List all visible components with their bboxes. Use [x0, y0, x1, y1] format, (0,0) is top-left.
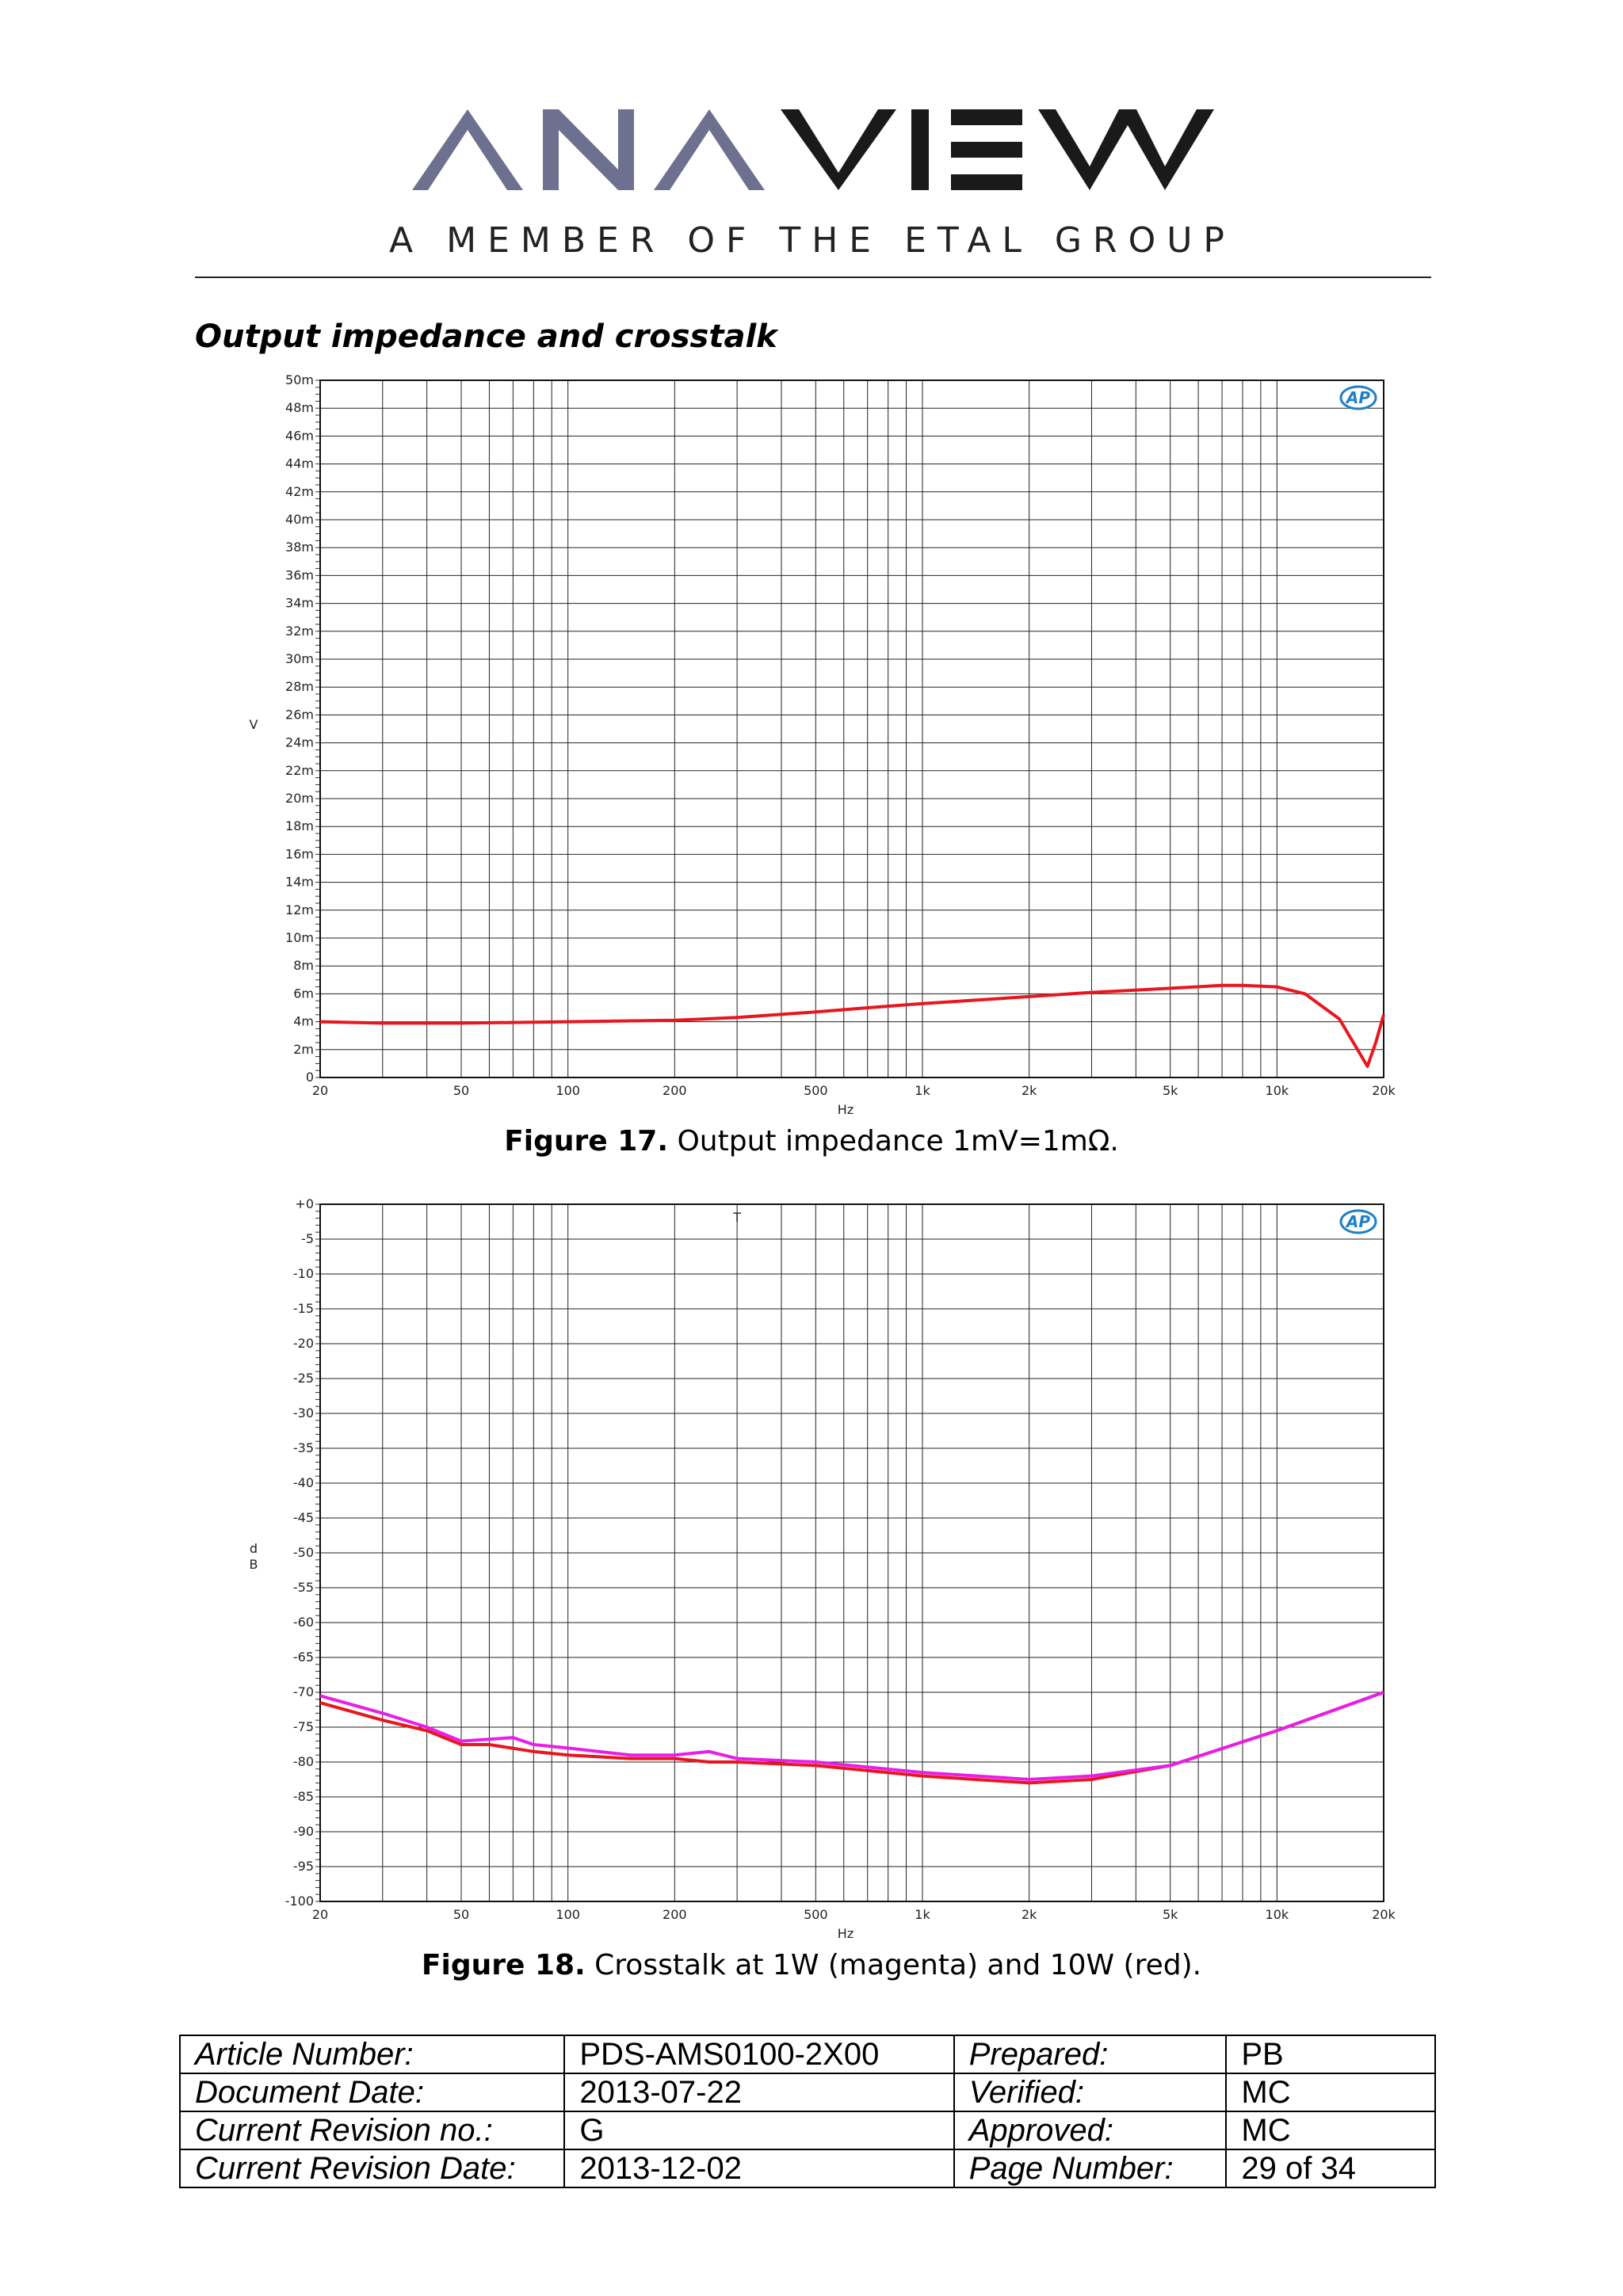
figure-18-caption: [0, 1949, 1623, 1981]
y-tick-label: 40m: [285, 512, 314, 527]
ap-badge-icon: [1341, 387, 1376, 409]
y-axis-label: V: [249, 717, 258, 732]
x-tick-label: 20: [311, 1083, 329, 1098]
y-tick-label: 4m: [293, 1013, 314, 1029]
figure-18-label: Figure 18.: [421, 1949, 586, 1981]
x-tick-label: 500: [804, 1083, 828, 1098]
output-impedance-chart-svg: [238, 364, 1396, 1117]
metadata-row: [180, 2149, 1435, 2187]
y-tick-label: -40: [292, 1475, 314, 1490]
metadata-value: MC: [1226, 2073, 1435, 2111]
metadata-label: Approved:: [954, 2111, 1227, 2149]
y-tick-label: 16m: [285, 846, 314, 862]
y-tick-label: 38m: [285, 540, 314, 555]
anaview-logo-graphic: [389, 93, 1235, 268]
crosstalk-chart: [238, 1188, 1396, 1941]
y-tick-label: -15: [292, 1301, 314, 1316]
x-tick-label: 50: [453, 1083, 470, 1098]
series-line: [320, 1692, 1384, 1779]
y-tick-label: 24m: [285, 734, 314, 750]
y-tick-label: 30m: [285, 651, 314, 666]
y-tick-label: -45: [292, 1510, 314, 1525]
figure-17-caption: [0, 1125, 1623, 1158]
y-tick-label: -65: [292, 1650, 314, 1665]
company-logo: [389, 93, 1235, 268]
cursor-mark: T: [733, 1210, 741, 1225]
logo-tagline: A MEMBER OF THE ETAL GROUP: [389, 220, 1235, 261]
ap-badge-icon: [1341, 1211, 1376, 1233]
x-tick-label: 5k: [1162, 1907, 1178, 1922]
y-tick-label: 6m: [293, 986, 314, 1001]
ap-badge-text: AP: [1346, 388, 1371, 407]
logo-wordmark: [412, 109, 1214, 190]
horizontal-gridlines: [320, 1204, 1384, 1901]
header-rule: [195, 277, 1431, 278]
series-line: [320, 1692, 1384, 1783]
x-axis-label: Hz: [837, 1102, 854, 1117]
y-tick-label: -25: [292, 1371, 314, 1386]
y-tick-label: -100: [285, 1894, 314, 1909]
y-tick-label: 36m: [285, 567, 314, 583]
metadata-value: PB: [1226, 2035, 1435, 2073]
y-tick-label: 10m: [285, 930, 314, 945]
metadata-value: 2013-07-22: [564, 2073, 953, 2111]
y-tick-label: -30: [292, 1405, 314, 1421]
y-tick-label: -75: [292, 1719, 314, 1734]
logo-letter-a2: [654, 109, 765, 190]
y-tick-label: +0: [295, 1196, 314, 1211]
document-metadata-table: [179, 2035, 1436, 2188]
x-tick-label: 1k: [915, 1907, 930, 1922]
y-tick-label: -55: [292, 1580, 314, 1595]
x-tick-label: 20: [311, 1907, 329, 1922]
y-axis-label: [250, 1541, 258, 1572]
metadata-label: Document Date:: [180, 2073, 564, 2111]
y-axis-label-char: B: [249, 1557, 258, 1572]
y-tick-label: -70: [292, 1684, 314, 1699]
series-line: [320, 986, 1384, 1066]
y-tick-label: -60: [292, 1615, 314, 1630]
y-tick-label: 2m: [293, 1041, 314, 1057]
y-tick-label: 8m: [293, 958, 314, 974]
y-tick-label: -95: [292, 1859, 314, 1874]
y-tick-label: 50m: [285, 372, 314, 387]
metadata-label: Verified:: [954, 2073, 1227, 2111]
y-tick-label: 32m: [285, 623, 314, 639]
y-tick-label: 28m: [285, 679, 314, 695]
metadata-label: Current Revision no.:: [180, 2111, 564, 2149]
y-tick-label: -85: [292, 1789, 314, 1804]
metadata-value: G: [564, 2111, 953, 2149]
y-tick-label: 42m: [285, 483, 314, 499]
y-tick-label: 0: [305, 1070, 314, 1085]
crosstalk-chart-svg: [238, 1188, 1396, 1941]
y-tick-label: 44m: [285, 456, 314, 471]
figure-17-text: Output impedance 1mV=1mΩ.: [668, 1125, 1119, 1158]
x-tick-label: 50: [453, 1907, 470, 1922]
y-axis-label-char: d: [249, 1541, 258, 1556]
y-tick-label: -5: [301, 1231, 314, 1246]
metadata-label: Article Number:: [180, 2035, 564, 2073]
x-tick-label: 500: [804, 1907, 828, 1922]
x-axis-label: Hz: [837, 1926, 854, 1941]
y-tick-label: 12m: [285, 902, 314, 917]
metadata-row: [180, 2073, 1435, 2111]
section-title: Output impedance and crosstalk: [195, 318, 777, 355]
y-tick-label: 22m: [285, 762, 314, 778]
x-tick-label: 200: [663, 1907, 687, 1922]
y-tick-label: -50: [292, 1545, 314, 1560]
x-tick-label: 20k: [1372, 1083, 1396, 1098]
vertical-gridlines: [320, 380, 1384, 1077]
x-tick-label: 100: [556, 1907, 580, 1922]
y-tick-label: -20: [292, 1336, 314, 1351]
logo-letter-v: [781, 109, 896, 190]
metadata-label: Current Revision Date:: [180, 2149, 564, 2187]
y-tick-label: 34m: [285, 595, 314, 611]
x-tick-label: 1k: [915, 1083, 930, 1098]
y-tick-label: -90: [292, 1824, 314, 1839]
output-impedance-chart: [238, 364, 1396, 1117]
y-tick-label: -35: [292, 1440, 314, 1455]
y-tick-label: 26m: [285, 707, 314, 723]
metadata-label: Prepared:: [954, 2035, 1227, 2073]
x-tick-label: 10k: [1265, 1083, 1289, 1098]
y-tick-label: 20m: [285, 791, 314, 806]
horizontal-gridlines: [320, 380, 1384, 1077]
logo-letter-a1: [412, 109, 523, 190]
metadata-row: [180, 2035, 1435, 2073]
y-tick-label: -10: [292, 1266, 314, 1281]
logo-letter-w: [1038, 109, 1214, 190]
plot-frame: [320, 380, 1384, 1077]
x-tick-label: 2k: [1021, 1907, 1037, 1922]
metadata-row: [180, 2111, 1435, 2149]
logo-letter-e: [951, 109, 1022, 190]
figure-17-label: Figure 17.: [504, 1125, 668, 1158]
logo-letter-n1: [543, 109, 634, 190]
y-tick-label: 14m: [285, 874, 314, 890]
x-tick-label: 20k: [1372, 1907, 1396, 1922]
y-tick-label: 46m: [285, 428, 314, 444]
metadata-label: Page Number:: [954, 2149, 1227, 2187]
metadata-value: MC: [1226, 2111, 1435, 2149]
x-tick-label: 2k: [1021, 1083, 1037, 1098]
y-tick-label: -80: [292, 1754, 314, 1769]
y-tick-label: 48m: [285, 400, 314, 416]
x-tick-label: 5k: [1162, 1083, 1178, 1098]
x-tick-label: 10k: [1265, 1907, 1289, 1922]
metadata-value: PDS-AMS0100-2X00: [564, 2035, 953, 2073]
metadata-value: 2013-12-02: [564, 2149, 953, 2187]
metadata-value: 29 of 34: [1226, 2149, 1435, 2187]
x-tick-label: 100: [556, 1083, 580, 1098]
figure-18-text: Crosstalk at 1W (magenta) and 10W (red).: [585, 1949, 1202, 1981]
logo-letter-i: [911, 109, 929, 190]
x-tick-label: 200: [663, 1083, 687, 1098]
ap-badge-text: AP: [1346, 1212, 1371, 1231]
y-tick-label: 18m: [285, 818, 314, 834]
